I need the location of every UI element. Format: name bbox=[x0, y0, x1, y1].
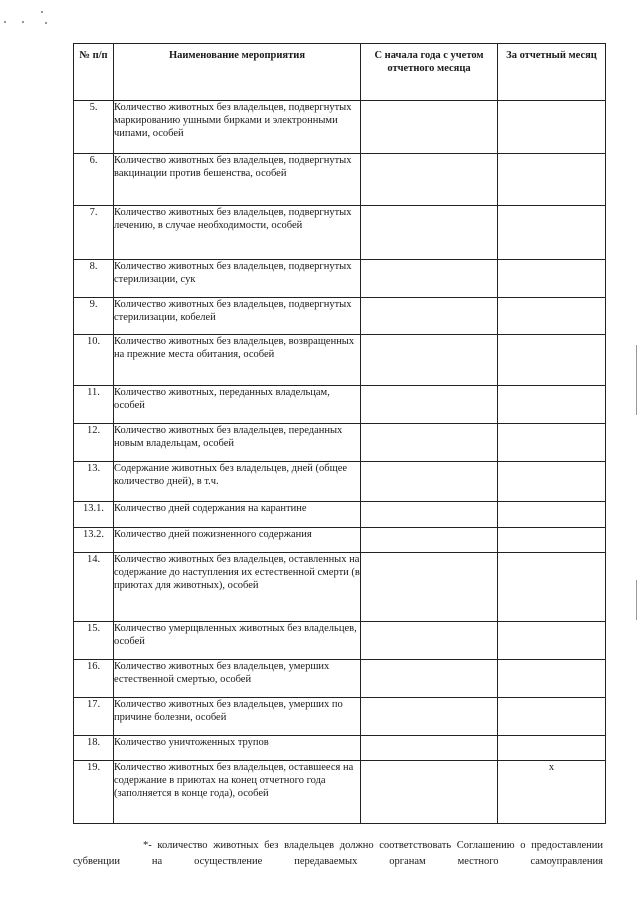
row-num-cell: 18. bbox=[74, 736, 114, 761]
row-name-cell: Количество животных без владельцев, переданных новым владельцам, особей bbox=[114, 424, 361, 462]
row-since-year-start-cell bbox=[361, 622, 498, 660]
row-reporting-month-cell bbox=[498, 736, 606, 761]
row-num-cell: 19. bbox=[74, 761, 114, 824]
row-reporting-month-cell bbox=[498, 462, 606, 502]
row-name-cell: Количество животных без владельцев, умерших естественной смертью, особей bbox=[114, 660, 361, 698]
row-since-year-start-cell bbox=[361, 386, 498, 424]
row-name-cell: Количество животных без владельцев, оставленных на содержание до наступления их естественной смерти (в приютах для животных), особей bbox=[114, 553, 361, 622]
table-header-row bbox=[74, 44, 606, 101]
row-name-cell: Содержание животных без владельцев, дней (общее количество дней), в т.ч. bbox=[114, 462, 361, 502]
row-num-cell: 13. bbox=[74, 462, 114, 502]
row-since-year-start-cell bbox=[361, 462, 498, 502]
row-num-cell: 15. bbox=[74, 622, 114, 660]
row-reporting-month-cell bbox=[498, 424, 606, 462]
row-reporting-month-cell bbox=[498, 698, 606, 736]
row-name-cell: Количество животных без владельцев, подвергнутых стерилизации, кобелей bbox=[114, 298, 361, 335]
row-reporting-month-cell bbox=[498, 386, 606, 424]
row-num-cell: 11. bbox=[74, 386, 114, 424]
row-since-year-start-cell bbox=[361, 298, 498, 335]
row-name-cell: Количество животных без владельцев, умерших по причине болезни, особей bbox=[114, 698, 361, 736]
row-since-year-start-cell bbox=[361, 660, 498, 698]
header-since-year-start: С начала года с учетом отчетного месяца bbox=[361, 44, 498, 101]
row-reporting-month-cell bbox=[498, 335, 606, 386]
table-row bbox=[74, 761, 606, 824]
row-reporting-month-cell bbox=[498, 622, 606, 660]
row-reporting-month-cell bbox=[498, 260, 606, 298]
row-reporting-month-cell: x bbox=[498, 761, 606, 824]
row-since-year-start-cell bbox=[361, 206, 498, 260]
table-row bbox=[74, 424, 606, 462]
row-reporting-month-cell bbox=[498, 660, 606, 698]
footnote: *- количество животных без владельцев должно соответствовать Соглашению о предоставлении субвенции на осуществление передаваемых органам местного самоуправления bbox=[73, 840, 603, 867]
row-num-cell: 10. bbox=[74, 335, 114, 386]
row-name-cell: Количество дней пожизненного содержания bbox=[114, 528, 361, 553]
table-row bbox=[74, 622, 606, 660]
row-since-year-start-cell bbox=[361, 260, 498, 298]
row-num-cell: 16. bbox=[74, 660, 114, 698]
row-reporting-month-cell bbox=[498, 101, 606, 154]
table-row bbox=[74, 502, 606, 528]
row-since-year-start-cell bbox=[361, 698, 498, 736]
header-name: Наименование мероприятия bbox=[114, 44, 361, 101]
row-since-year-start-cell bbox=[361, 101, 498, 154]
row-since-year-start-cell bbox=[361, 335, 498, 386]
row-name-cell: Количество животных без владельцев, подвергнутых вакцинации против бешенства, особей bbox=[114, 154, 361, 206]
row-name-cell: Количество животных без владельцев, подвергнутых маркированию ушными бирками и электронными чипами, особей bbox=[114, 101, 361, 154]
row-since-year-start-cell bbox=[361, 154, 498, 206]
row-name-cell: Количество животных без владельцев, подвергнутых лечению, в случае необходимости, особей bbox=[114, 206, 361, 260]
row-num-cell: 14. bbox=[74, 553, 114, 622]
row-name-cell: Количество дней содержания на карантине bbox=[114, 502, 361, 528]
table-row bbox=[74, 101, 606, 154]
row-since-year-start-cell bbox=[361, 553, 498, 622]
row-num-cell: 5. bbox=[74, 101, 114, 154]
table-row bbox=[74, 528, 606, 553]
table-row bbox=[74, 260, 606, 298]
row-reporting-month-cell bbox=[498, 298, 606, 335]
row-num-cell: 6. bbox=[74, 154, 114, 206]
row-name-cell: Количество животных без владельцев, оставшееся на содержание в приютах на конец отчетного года (заполняется в конце года), особей bbox=[114, 761, 361, 824]
scan-speck bbox=[45, 22, 47, 24]
row-since-year-start-cell bbox=[361, 424, 498, 462]
table-row bbox=[74, 698, 606, 736]
table-row bbox=[74, 335, 606, 386]
scan-speck bbox=[41, 11, 43, 13]
header-num: № п/п bbox=[74, 44, 114, 101]
scan-speck bbox=[4, 21, 6, 23]
scan-edge-mark bbox=[636, 345, 637, 415]
row-num-cell: 9. bbox=[74, 298, 114, 335]
row-name-cell: Количество животных, переданных владельцам, особей bbox=[114, 386, 361, 424]
table-row bbox=[74, 206, 606, 260]
row-reporting-month-cell bbox=[498, 553, 606, 622]
row-since-year-start-cell bbox=[361, 502, 498, 528]
row-since-year-start-cell bbox=[361, 736, 498, 761]
row-name-cell: Количество уничтоженных трупов bbox=[114, 736, 361, 761]
row-since-year-start-cell bbox=[361, 761, 498, 824]
table-row bbox=[74, 154, 606, 206]
table-row bbox=[74, 386, 606, 424]
table-row bbox=[74, 736, 606, 761]
row-reporting-month-cell bbox=[498, 528, 606, 553]
row-reporting-month-cell bbox=[498, 154, 606, 206]
table-row bbox=[74, 553, 606, 622]
row-num-cell: 13.2. bbox=[74, 528, 114, 553]
row-num-cell: 8. bbox=[74, 260, 114, 298]
table-row bbox=[74, 298, 606, 335]
row-reporting-month-cell bbox=[498, 502, 606, 528]
row-name-cell: Количество животных без владельцев, подвергнутых стерилизации, сук bbox=[114, 260, 361, 298]
row-reporting-month-cell bbox=[498, 206, 606, 260]
report-table bbox=[73, 43, 606, 824]
row-num-cell: 12. bbox=[74, 424, 114, 462]
header-reporting-month: За отчетный месяц bbox=[498, 44, 606, 101]
table-body bbox=[74, 101, 606, 824]
row-since-year-start-cell bbox=[361, 528, 498, 553]
row-num-cell: 17. bbox=[74, 698, 114, 736]
scan-speck bbox=[22, 21, 24, 23]
table-row bbox=[74, 660, 606, 698]
row-num-cell: 7. bbox=[74, 206, 114, 260]
row-num-cell: 13.1. bbox=[74, 502, 114, 528]
scan-edge-mark bbox=[636, 580, 637, 620]
table-row bbox=[74, 462, 606, 502]
row-name-cell: Количество животных без владельцев, возвращенных на прежние места обитания, особей bbox=[114, 335, 361, 386]
row-name-cell: Количество умерщвленных животных без владельцев, особей bbox=[114, 622, 361, 660]
